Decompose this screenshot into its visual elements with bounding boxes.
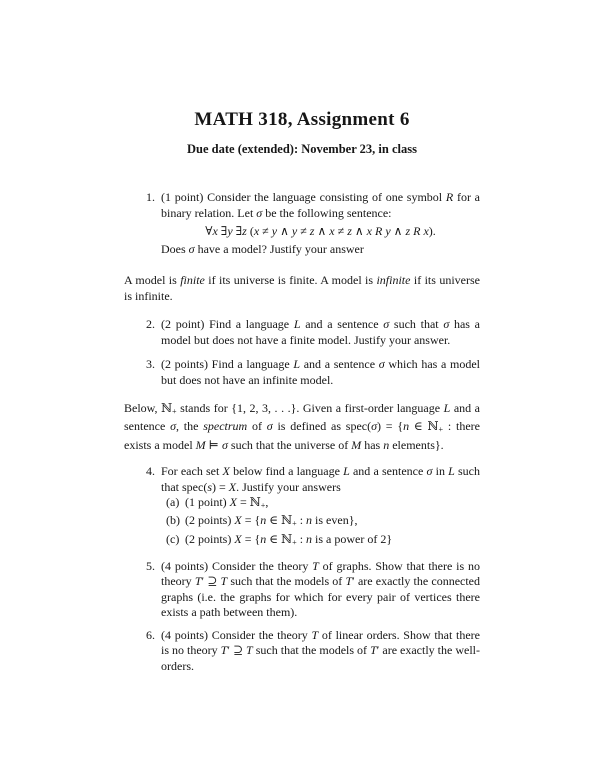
problem-3-text: (2 points) Find a language L and a sentence σ which has a model but does not have an infinite model. — [161, 357, 480, 387]
problem-4-number: 4. — [146, 464, 155, 479]
problem-4b-label: (b) — [166, 513, 180, 528]
problem-4-body — [161, 464, 480, 550]
problem-4b — [161, 513, 480, 531]
problem-4c — [161, 532, 480, 550]
problem-1-formula: ∀x ∃y ∃z (x ≠ y ∧ y ≠ z ∧ x ≠ z ∧ x R y ∧ z R x). — [205, 224, 436, 238]
problem-3 — [124, 357, 480, 388]
problem-4c-text: (2 points) X = {n ∈ ℕ+ : n is a power of 2} — [185, 531, 393, 547]
problem-4a-label: (a) — [166, 495, 180, 510]
problem-1-body — [161, 190, 480, 257]
problem-4b-text: (2 points) X = {n ∈ ℕ+ : n is even}, — [185, 513, 358, 529]
problem-4c-label: (c) — [166, 531, 180, 546]
document-title: MATH 318, Assignment 6 — [194, 109, 410, 130]
problem-4a — [161, 495, 480, 513]
problem-2 — [124, 317, 480, 348]
problem-1-question: Does σ have a model? Justify your answer — [161, 241, 364, 256]
problem-6-number: 6. — [146, 627, 155, 642]
problem-6-text: (4 points) Consider the theory T of linear orders. Show that there is no theory T′ ⊇ T such that the models of T′ are exactly the well-orders. — [161, 627, 480, 673]
note-finite-infinite: A model is finite if its universe is finite. A model is infinite if its universe is infinite. — [124, 273, 480, 303]
problem-5 — [124, 559, 480, 621]
problem-5-number: 5. — [146, 558, 155, 573]
problem-1 — [124, 190, 480, 257]
problem-4-text: For each set X below find a language L and a sentence σ in L such that spec(s) = X. Justify your answers — [161, 464, 480, 494]
problem-5-text: (4 points) Consider the theory T of graphs. Show that there is no theory T′ ⊇ T such that the models of T′ are exactly the connected graphs (i.e. the graphs for which for every pair of vertices there exists a path between them). — [161, 558, 481, 620]
note-spectrum: Below, ℕ+ stands for {1, 2, 3, . . .}. Given a first-order language L and a sentence σ, the spectrum of σ is defined as spec(σ) = {n ∈ ℕ+ : there exists a model M ⊨ σ such that the universe of M has n elements}. — [124, 401, 480, 452]
problem-1-text: (1 point) Consider the language consisting of one symbol R for a binary relation. Let σ be the following sentence: — [161, 190, 480, 220]
due-date: Due date (extended): November 23, in class — [187, 142, 417, 156]
problem-2-text: (2 point) Find a language L and a sentence σ such that σ has a model but does not have a finite model. Justify your answer. — [161, 317, 480, 347]
problem-1-number: 1. — [146, 190, 155, 204]
problem-3-number: 3. — [146, 357, 155, 371]
document-content — [124, 0, 480, 674]
problem-4a-text: (1 point) X = ℕ+, — [185, 495, 269, 510]
problem-2-number: 2. — [146, 317, 155, 331]
problem-6 — [124, 628, 480, 675]
problem-4 — [124, 464, 480, 550]
